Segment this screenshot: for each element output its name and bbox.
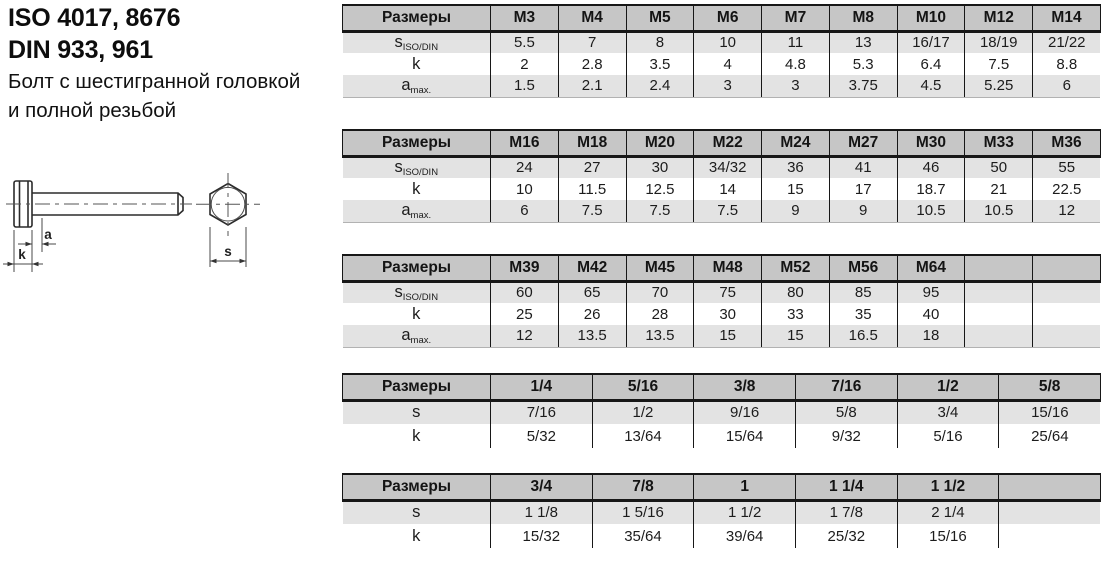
value-cell: 15 — [694, 325, 762, 347]
metric-table-2 — [342, 129, 1101, 223]
value-cell: 16/17 — [897, 31, 965, 53]
value-cell: 5/8 — [795, 400, 897, 424]
value-cell: 2.1 — [558, 75, 626, 97]
value-cell: 8 — [626, 31, 694, 53]
column-header: M52 — [762, 255, 830, 281]
column-header: M20 — [626, 130, 694, 156]
value-cell: 25/64 — [999, 424, 1101, 448]
value-cell: 9 — [829, 200, 897, 222]
value-cell: 80 — [762, 281, 830, 303]
column-header: M27 — [829, 130, 897, 156]
column-header: M12 — [965, 5, 1033, 31]
column-header: M6 — [694, 5, 762, 31]
value-cell: 34/32 — [694, 156, 762, 178]
value-cell: 40 — [897, 303, 965, 325]
value-cell: 70 — [626, 281, 694, 303]
title-description-line1: Болт с шестигранной головкой — [8, 70, 301, 93]
value-cell: 35/64 — [592, 524, 694, 548]
value-cell: 5.3 — [829, 53, 897, 75]
column-header: M18 — [558, 130, 626, 156]
value-cell: 25 — [491, 303, 559, 325]
column-header: M4 — [558, 5, 626, 31]
row-label: k — [412, 304, 421, 323]
bolt-drawing — [0, 160, 300, 335]
value-cell: 15 — [762, 325, 830, 347]
value-cell: 55 — [1033, 156, 1101, 178]
value-cell: 4 — [694, 53, 762, 75]
value-cell: 6.4 — [897, 53, 965, 75]
value-cell: 5.25 — [965, 75, 1033, 97]
value-cell: 1/2 — [592, 400, 694, 424]
value-cell — [965, 281, 1033, 303]
value-cell: 4.8 — [762, 53, 830, 75]
value-cell: 10 — [694, 31, 762, 53]
value-cell: 46 — [897, 156, 965, 178]
arrowhead — [210, 259, 217, 264]
value-cell: 12 — [1033, 200, 1101, 222]
value-cell: 6 — [1033, 75, 1101, 97]
value-cell: 2.4 — [626, 75, 694, 97]
value-cell: 3 — [694, 75, 762, 97]
column-header: M39 — [491, 255, 559, 281]
row-label: $s_{ISO/DIN}$ — [343, 281, 491, 303]
column-header: M8 — [829, 5, 897, 31]
column-header: 5/8 — [999, 374, 1101, 400]
column-header: M42 — [558, 255, 626, 281]
arrowhead — [42, 242, 49, 247]
column-header: 1 — [694, 474, 796, 500]
metric-table-1 — [342, 4, 1101, 98]
column-header: 1 1/4 — [795, 474, 897, 500]
arrowhead — [240, 259, 247, 264]
value-cell: 15 — [762, 178, 830, 200]
column-header: M36 — [1033, 130, 1101, 156]
bolt-side-view — [3, 181, 192, 272]
value-cell: 9/32 — [795, 424, 897, 448]
column-header: 3/8 — [694, 374, 796, 400]
value-cell: 1 1/8 — [491, 500, 593, 524]
column-header: M5 — [626, 5, 694, 31]
value-cell: 3.5 — [626, 53, 694, 75]
value-cell: 7.5 — [626, 200, 694, 222]
dim-s-label: s — [224, 244, 232, 259]
column-header — [965, 255, 1033, 281]
value-cell: 13/64 — [592, 424, 694, 448]
value-cell: 25/32 — [795, 524, 897, 548]
row-label: $s_{ISO/DIN}$ — [343, 156, 491, 178]
value-cell: 75 — [694, 281, 762, 303]
row-label: k — [412, 526, 421, 545]
value-cell: 6 — [491, 200, 559, 222]
column-header: Размеры — [343, 255, 491, 281]
value-cell: 41 — [829, 156, 897, 178]
value-cell: 50 — [965, 156, 1033, 178]
column-header: 7/8 — [592, 474, 694, 500]
value-cell: 1 5/16 — [592, 500, 694, 524]
column-header: Размеры — [343, 130, 491, 156]
column-header: 3/4 — [491, 474, 593, 500]
row-label: $a_{max.}$ — [343, 200, 491, 222]
arrowhead — [8, 262, 15, 267]
row-label: k — [412, 179, 421, 198]
value-cell: 11 — [762, 31, 830, 53]
column-header: M7 — [762, 5, 830, 31]
value-cell: 15/64 — [694, 424, 796, 448]
row-label: $s_{ISO/DIN}$ — [343, 31, 491, 53]
column-header: M45 — [626, 255, 694, 281]
value-cell: 7.5 — [965, 53, 1033, 75]
row-label: s — [343, 400, 491, 424]
value-cell: 4.5 — [897, 75, 965, 97]
value-cell — [1033, 303, 1101, 325]
column-header: 1/2 — [897, 374, 999, 400]
value-cell — [999, 500, 1101, 524]
value-cell: 18.7 — [897, 178, 965, 200]
value-cell: 21 — [965, 178, 1033, 200]
column-header: 7/16 — [795, 374, 897, 400]
dim-k-label: k — [18, 247, 26, 262]
column-header — [999, 474, 1101, 500]
value-cell — [1033, 325, 1101, 347]
row-label: $a_{max.}$ — [343, 325, 491, 347]
value-cell: 14 — [694, 178, 762, 200]
title-iso: ISO 4017, 8676 — [8, 4, 181, 32]
bolt-end-view — [196, 173, 260, 267]
value-cell: 18/19 — [965, 31, 1033, 53]
title-din: DIN 933, 961 — [8, 36, 153, 64]
value-cell: 2 1/4 — [897, 500, 999, 524]
value-cell: 7 — [558, 31, 626, 53]
column-header: M16 — [491, 130, 559, 156]
value-cell — [999, 524, 1101, 548]
value-cell: 95 — [897, 281, 965, 303]
value-cell: 24 — [491, 156, 559, 178]
value-cell: 9 — [762, 200, 830, 222]
column-header: Размеры — [343, 374, 491, 400]
value-cell — [1033, 281, 1101, 303]
value-cell: 28 — [626, 303, 694, 325]
value-cell: 13.5 — [558, 325, 626, 347]
column-header: 1 1/2 — [897, 474, 999, 500]
value-cell: 7.5 — [558, 200, 626, 222]
value-cell: 10.5 — [965, 200, 1033, 222]
column-header — [1033, 255, 1101, 281]
column-header: M14 — [1033, 5, 1101, 31]
column-header: M30 — [897, 130, 965, 156]
value-cell: 39/64 — [694, 524, 796, 548]
arrowhead — [26, 242, 33, 247]
value-cell: 7.5 — [694, 200, 762, 222]
value-cell: 85 — [829, 281, 897, 303]
value-cell: 3 — [762, 75, 830, 97]
value-cell: 2.8 — [558, 53, 626, 75]
value-cell: 65 — [558, 281, 626, 303]
value-cell: 15/16 — [897, 524, 999, 548]
column-header: M24 — [762, 130, 830, 156]
column-header: M10 — [897, 5, 965, 31]
value-cell: 3/4 — [897, 400, 999, 424]
value-cell: 5/16 — [897, 424, 999, 448]
imperial-table-2 — [342, 473, 1101, 548]
value-cell: 3.75 — [829, 75, 897, 97]
value-cell: 13 — [829, 31, 897, 53]
value-cell: 22.5 — [1033, 178, 1101, 200]
value-cell: 17 — [829, 178, 897, 200]
value-cell: 33 — [762, 303, 830, 325]
value-cell: 15/16 — [999, 400, 1101, 424]
column-header: M22 — [694, 130, 762, 156]
value-cell: 16.5 — [829, 325, 897, 347]
title-description-line2: и полной резьбой — [8, 99, 177, 123]
column-header: M48 — [694, 255, 762, 281]
row-label: s — [343, 500, 491, 524]
title-block — [8, 2, 338, 124]
value-cell — [965, 303, 1033, 325]
value-cell: 21/22 — [1033, 31, 1101, 53]
column-header: M3 — [491, 5, 559, 31]
imperial-table-1 — [342, 373, 1101, 448]
column-header: Размеры — [343, 5, 491, 31]
value-cell: 2 — [491, 53, 559, 75]
value-cell: 18 — [897, 325, 965, 347]
row-label: k — [412, 54, 421, 73]
value-cell: 26 — [558, 303, 626, 325]
value-cell: 35 — [829, 303, 897, 325]
row-label: k — [412, 426, 421, 445]
value-cell: 5/32 — [491, 424, 593, 448]
value-cell: 27 — [558, 156, 626, 178]
value-cell: 10.5 — [897, 200, 965, 222]
value-cell: 15/32 — [491, 524, 593, 548]
column-header: Размеры — [343, 474, 491, 500]
value-cell: 11.5 — [558, 178, 626, 200]
row-label: $a_{max.}$ — [343, 75, 491, 97]
arrowhead — [32, 262, 39, 267]
metric-table-3 — [342, 254, 1101, 348]
column-header: M33 — [965, 130, 1033, 156]
value-cell: 36 — [762, 156, 830, 178]
dim-a-label: a — [44, 227, 52, 242]
value-cell: 10 — [491, 178, 559, 200]
column-header: M64 — [897, 255, 965, 281]
value-cell: 60 — [491, 281, 559, 303]
value-cell: 9/16 — [694, 400, 796, 424]
value-cell: 30 — [694, 303, 762, 325]
value-cell: 12.5 — [626, 178, 694, 200]
value-cell: 1.5 — [491, 75, 559, 97]
column-header: 1/4 — [491, 374, 593, 400]
value-cell: 8.8 — [1033, 53, 1101, 75]
value-cell: 1 7/8 — [795, 500, 897, 524]
value-cell: 1 1/2 — [694, 500, 796, 524]
value-cell: 30 — [626, 156, 694, 178]
value-cell: 7/16 — [491, 400, 593, 424]
column-header: M56 — [829, 255, 897, 281]
value-cell: 13.5 — [626, 325, 694, 347]
value-cell: 5.5 — [491, 31, 559, 53]
value-cell — [965, 325, 1033, 347]
value-cell: 12 — [491, 325, 559, 347]
column-header: 5/16 — [592, 374, 694, 400]
